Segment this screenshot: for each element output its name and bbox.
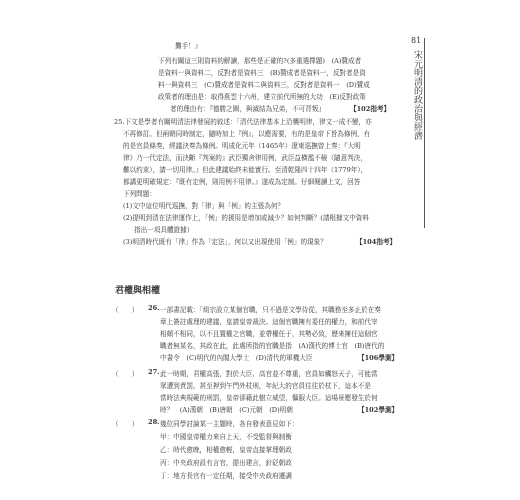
question-number: 26. [148,304,160,312]
q25-subquestion-2: (2)提明到清在法律運作上，「例」的援用是增加或減少？如何判斷？(請根據文中資料 [123,214,369,222]
q26-line-2: 章上簽註處理的建議，皇請皇帝裁決。這個官職擁有委任的權力，和前代宰 [160,318,378,326]
q25-line-5: 難以約束），請一切用律。』但此建議始終未能實行。至清乾隆四十四年（1779年）， [123,166,368,174]
top-line-1: 攤手！』 [175,42,202,50]
q25-line-1: 25.下文是學者有關明清法律發展的敘述：「清代法律基本上沿襲明律，律文一成不變，亦 [114,118,372,126]
q25-line-2: 不再修訂。但兩朝同時制定，隨時加上『例』，以應需要，有的是皇帝下旨為條例，有 [123,130,371,138]
top-line-4: 料一與資料三 (C)贊成者是資料二與資料三，反對者是資料一 (D)贊成 [158,81,370,89]
q27-line-1: 此一時期，君權高張，對於大臣、高官並不尊重，官員如觸怒天子，可能當 [160,370,378,378]
q25-subquestion-3: (3)明清時代既有「律」作為「定法」，何以又出現使用「例」的現象？ [123,238,327,246]
q27-line-4: 時？ (A)漢朝 (B)唐朝 (C)元朝 (D)明朝 [160,406,293,414]
section-title: 君權與相權 [115,286,161,296]
q26-line-5: 中書令 (C)明代的內閣大學士 (D)清代的軍機大臣 [160,354,313,362]
exam-source-label: 【102指考】 [350,105,391,113]
exam-source-label: 【102學測】 [358,406,399,414]
q25-line-7: 下列問題： [123,190,156,198]
margin-rule [424,38,425,228]
chapter-side-title: 宋元明清的政治與經濟 [412,50,422,140]
answer-blank: （ ） [112,420,139,428]
q25-subquestion-2-cont: 指出一項具體證據） [134,226,194,234]
q25-line-4: 律》乃一代定法，而決斷『判案的』武臣獨舍律用例，武臣益横濫不檢（隨意判決， [123,154,367,162]
q25-line-6: 都講更明確規定：『既有定例，則用例不用律。』遂成為定制。仔細閱讀上文，回答 [123,178,361,186]
q25-line-3: 的是官員條奏，經議決奏為條例。明成化元年（1465年）遼東巡撫曾上奏：『大明 [123,142,361,150]
question-number: 28. [148,418,160,426]
answer-blank: （ ） [112,370,139,378]
top-line-3: 是資料一與資料二，反對者是資料三 (B)贊成者是資料一，反對者是資 [158,69,366,77]
q28-line-2: 甲：中國皇帝權力來自上天，不受監督與制衡 [160,433,292,441]
exam-source-label: 【104指考】 [356,238,397,246]
q28-line-4: 丙：中央政府設有言官，提出建言，針砭朝政 [160,459,292,467]
top-line-6: 者的理由有：『德勝之圖，與滅結為兄弟，不可背叛』 [170,105,325,113]
q28-line-5: 丁：地方長官有一定任期，接受中央政府遷調 [160,472,292,480]
q26-line-3: 相頗不相同，以不且置權之官職，並帶權任于，其勢必致，歷來擁任這個官 [160,330,378,338]
q26-line-1: 一部書記載：「組宗設立某個官職，只不過是文學侍從，其職務至多止於在奏 [160,306,381,314]
q28-line-3: 乙：時代愈晚，相權愈輕，皇帝直接掌理朝政 [160,446,292,454]
q27-line-3: 當時法典規範的刑罰，皇帝卻藉此樹立威望，懾服大臣。這場景應發生於何 [160,394,378,402]
q25-subquestion-1: (1)文中這位明代巡撫，對「律」與「例」的主張為何？ [123,202,284,210]
question-number: 27. [148,368,160,376]
q27-line-2: 眾遭到責罰，甚至押到午門外杖刑，年紀大的官員往往於杖下，這本不是 [160,382,371,390]
q28-line-1: 幾位同學討論某一主題時，各自發表意見如下： [160,420,299,428]
exam-source-label: 【106學測】 [358,354,399,362]
top-line-2: 下列有關這三則資料的解讀，那些是正確的?(多重選擇題) (A)贊成者 [158,57,362,65]
top-line-5: 政策者的理由是：取得燕雲十六州，建立前代所無的大功 (E)反對政策 [158,93,366,101]
q26-line-4: 職者無某名，其政在此，此處所指的官職是指 (A)漢代的博士官 (B)唐代的 [160,342,385,350]
page-number: 81 [411,36,422,45]
answer-blank: （ ） [112,306,139,314]
